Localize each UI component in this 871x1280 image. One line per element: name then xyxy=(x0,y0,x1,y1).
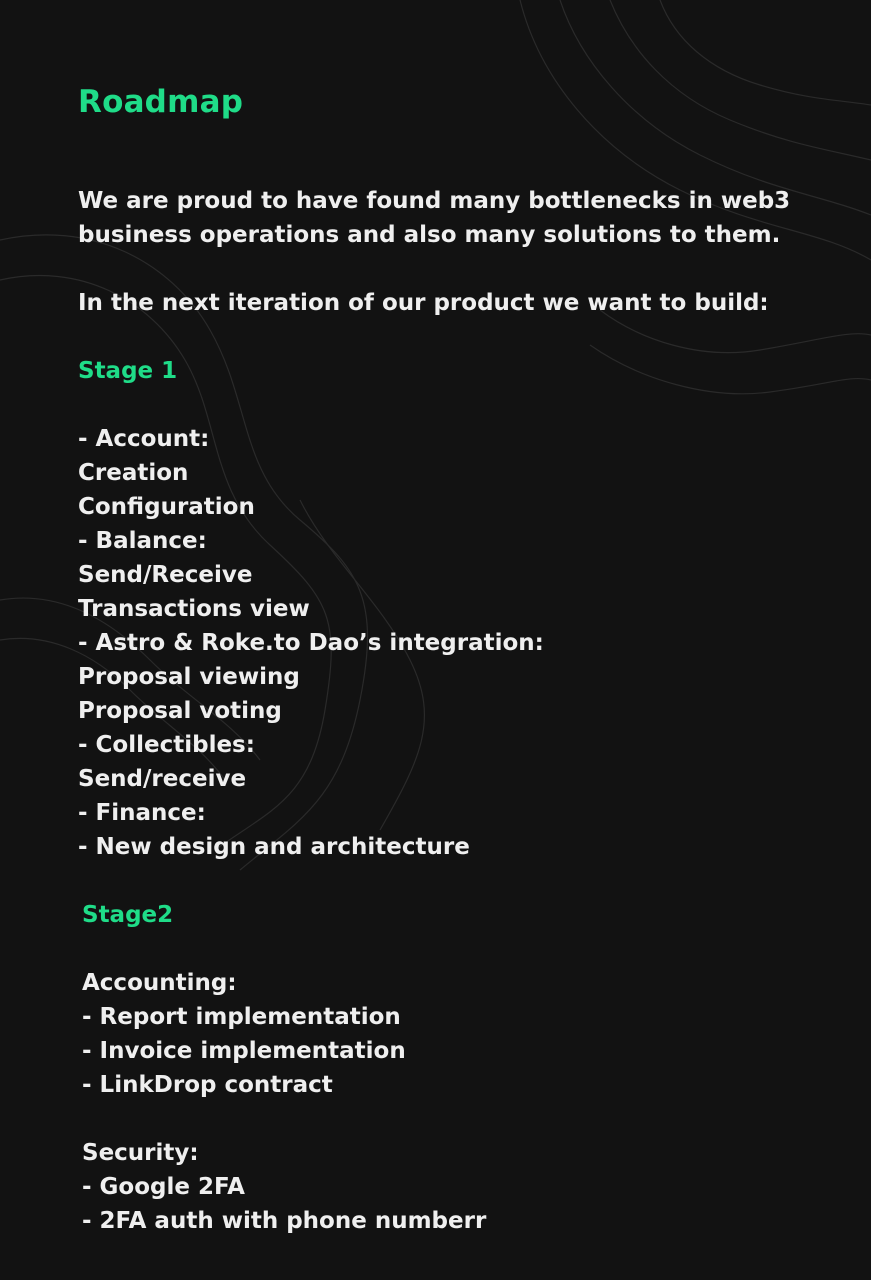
list-item: Send/Receive xyxy=(78,562,253,588)
list-item: - Report implementation xyxy=(82,1004,401,1030)
list-item: Send/receive xyxy=(78,766,247,792)
list-item: - Account: xyxy=(78,426,210,452)
stage-1-list xyxy=(78,422,838,864)
list-item: Proposal voting xyxy=(78,698,282,724)
list-spacer xyxy=(82,1102,838,1136)
list-item: - 2FA auth with phone numberr xyxy=(82,1208,487,1234)
list-item: Configuration xyxy=(78,494,255,520)
intro-paragraph xyxy=(78,184,838,252)
list-item: - Balance: xyxy=(78,528,207,554)
list-item: - Invoice implementation xyxy=(82,1038,406,1064)
list-item: Creation xyxy=(78,460,189,486)
list-item: Proposal viewing xyxy=(78,664,300,690)
list-item: - Google 2FA xyxy=(82,1174,245,1200)
list-item: - Astro & Roke.to Dao’s integration: xyxy=(78,630,544,656)
roadmap-document xyxy=(78,82,838,1238)
list-item: - Collectibles: xyxy=(78,732,255,758)
stage-1-heading: Stage 1 xyxy=(78,358,178,384)
list-item: - LinkDrop contract xyxy=(82,1072,333,1098)
intro-line: business operations and also many solutions to them. xyxy=(78,222,781,248)
page-title: Roadmap xyxy=(78,84,244,120)
list-item: Accounting: xyxy=(82,970,237,996)
intro-line: We are proud to have found many bottlenecks in web3 xyxy=(78,188,791,214)
list-item: Transactions view xyxy=(78,596,310,622)
stage-2-section xyxy=(82,898,838,1238)
list-item: Security: xyxy=(82,1140,199,1166)
next-iteration-text: In the next iteration of our product we want to build: xyxy=(78,290,769,316)
stage-2-accounting-list xyxy=(82,966,838,1238)
stage-2-heading: Stage2 xyxy=(82,902,174,928)
list-item: - Finance: xyxy=(78,800,206,826)
list-item: - New design and architecture xyxy=(78,834,470,860)
